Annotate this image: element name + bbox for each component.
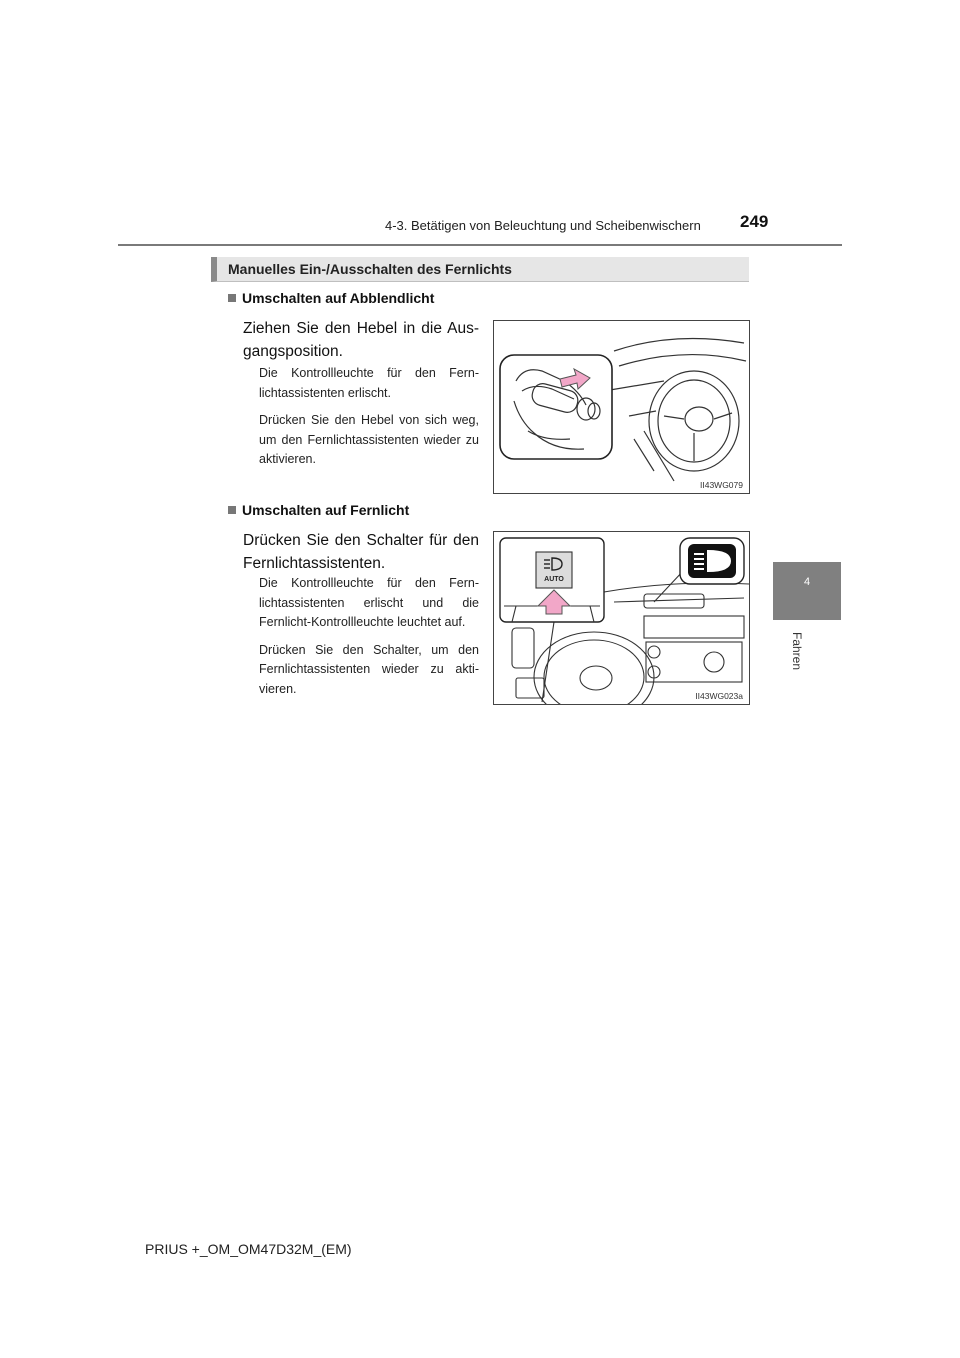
- note-item: Die Kontrollleuchte für den Fern-lichtassistenten erlischt.: [259, 366, 479, 400]
- section-banner: [211, 257, 749, 282]
- notes-low-beam: [259, 364, 479, 478]
- instruction-high-beam: Drücken Sie den Schalter für den Fernlichtassistenten.: [243, 532, 479, 572]
- square-bullet-icon: [228, 506, 236, 514]
- subheading-low-beam: Umschalten auf Abblendlicht: [228, 290, 434, 306]
- subheading-high-beam: Umschalten auf Fernlicht: [228, 502, 409, 518]
- notes-high-beam: [259, 574, 479, 707]
- header-divider: [118, 244, 842, 246]
- square-bullet-icon: [228, 294, 236, 302]
- note-item: Drücken Sie den Schalter, um den Fernlichtassistenten wieder zu akti-vieren.: [259, 642, 479, 696]
- figure-lever: [493, 320, 750, 494]
- note-item: Die Kontrollleuchte für den Fern-lichtassistenten erlischt und die Fernlicht-Kontrollleuchte leuchtet auf.: [259, 576, 479, 629]
- running-header: 4-3. Betätigen von Beleuchtung und Scheibenwischern: [385, 218, 701, 233]
- note-item: Drücken Sie den Hebel von sich weg, um den Fernlichtassistenten wieder zu aktivieren.: [259, 413, 479, 466]
- section-title: Manuelles Ein-/Ausschalten des Fernlichts: [228, 261, 512, 277]
- chapter-number: 4: [803, 576, 811, 588]
- figure-code: II43WG023a: [695, 691, 743, 701]
- switch-label: AUTO: [544, 576, 564, 583]
- chapter-label-text: Fahren: [790, 632, 804, 671]
- figure-code: II43WG079: [700, 480, 743, 490]
- chapter-label: [790, 632, 806, 692]
- page-number: 249: [740, 212, 769, 231]
- lever-illustration: [494, 321, 750, 494]
- document-code: PRIUS +_OM_OM47D32M_(EM): [145, 1241, 352, 1257]
- figure-switch: [493, 531, 750, 705]
- dashboard-illustration: [494, 532, 750, 705]
- instruction-low-beam: Ziehen Sie den Hebel in die Aus-gangsposition.: [243, 320, 479, 360]
- chapter-tab: [773, 562, 841, 620]
